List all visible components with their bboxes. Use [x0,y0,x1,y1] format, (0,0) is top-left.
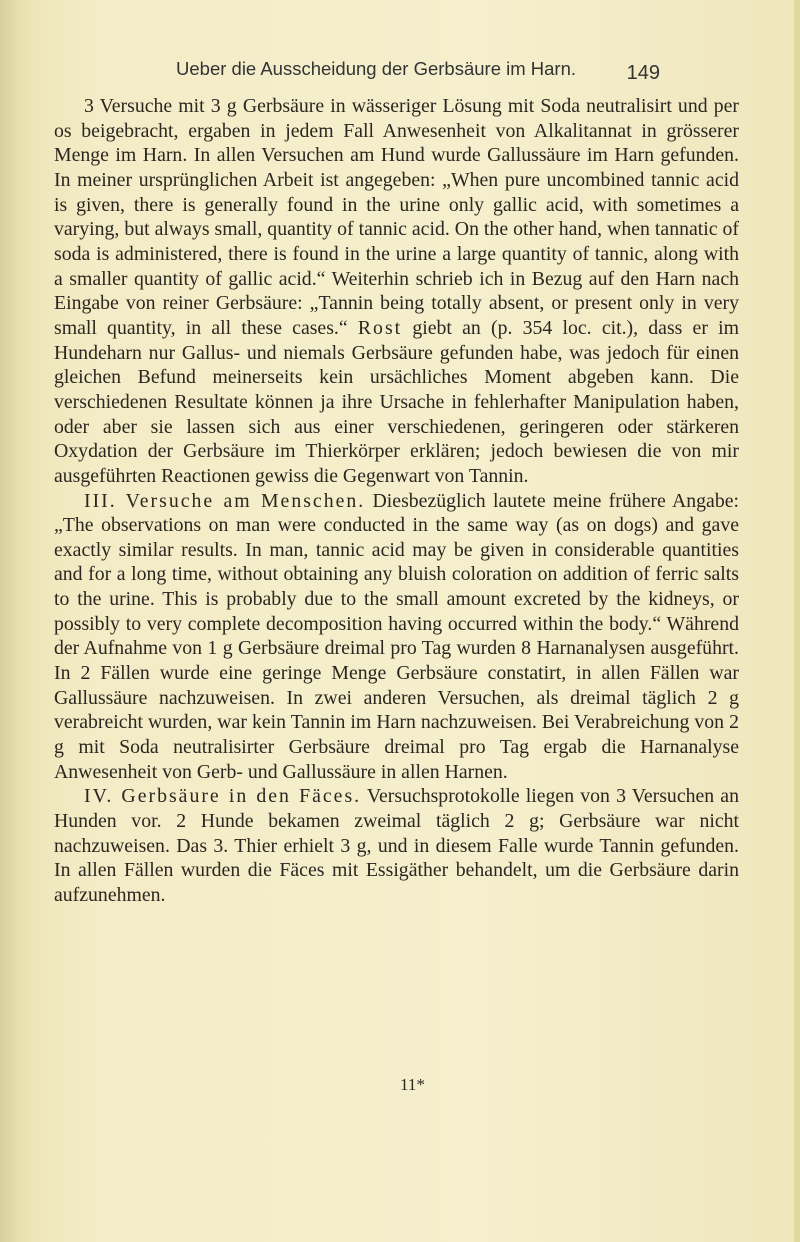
paragraph-3 [54,784,739,907]
page-edge [794,0,800,1242]
running-header [120,58,660,86]
paragraph-1 [54,94,739,489]
signature-mark: 11* [400,1075,425,1094]
section-heading-menschen: III. Versuche am Menschen. [84,489,366,512]
paragraph-2-text: Diesbezüglich lautete meine frühere Angabe: „The observations on man were conducted in the same way (as on dogs) and gave exactly similar results. In man, tannic acid may be given in considerable quantities and for a long time, without obtaining any bluish coloration on addition of ferric salts to the urine. This is probably due to the small amount excreted by the kidneys, or possibly to very complete decomposition having occurred within the body.“ Während der Aufnahme von 1 g Gerbsäure dreimal pro Tag wurden 8 Harnanalysen ausgeführt. In 2 Fällen wurde eine geringe Menge Gerbsäure constatirt, in allen Fällen war Gallussäure nachzuweisen. In zwei anderen Versuchen, als dreimal täglich 2 g verabreicht wurden, war kein Tannin im Harn nachzuweisen. Bei Verabreichung von 2 g mit Soda neutralisirter Gerbsäure dreimal pro Tag ergab die Harnanalyse Anwesenheit von Gerb- und Gallussäure in allen Harnen. [54,489,739,783]
paragraph-3-text: Versuchsprotokolle liegen von 3 Versuchen an Hunden vor. 2 Hunde bekamen zweimal täglich 2 g; Gerbsäure war nicht nachzuweisen. Das 3. Thier erhielt 3 g, und in diesem Falle wurde Tannin gefunden. In allen Fällen wurden die Fäces mit Essigäther behandelt, um die Gerbsäure darin aufzunehmen. [54,785,739,906]
paragraph-1-continued: giebt an (p. 354 loc. cit.), dass er im Hundeharn nur Gallus- und niemals Gerbsäure gefunden habe, was jedoch für einen gleichen Befund meinerseits kein ursächliches Moment abgeben kann. Die verschiedenen Resultate können ja ihre Ursache in fehlerhafter Manipulation haben, oder aber sie lassen sich aus einer verschiedenen, geringeren oder stärkeren Oxydation der Gerbsäure im Thierkörper erklären; jedoch bewiesen die von mir ausgeführten Reactionen gewiss die Gegenwart von Tannin. [54,316,740,487]
page-number: 149 [626,62,660,84]
paragraph-1-text: 3 Versuche mit 3 g Gerbsäure in wässeriger Lösung mit Soda neutralisirt und per os beigebracht, ergaben in jedem Fall Anwesenheit von Alkalitannat in grösserer Menge im Harn. In allen Versuchen am Hund wurde Gallussäure im Harn gefunden. In meiner ursprünglichen Arbeit ist angegeben: „When pure uncombined tannic acid is given, there is generally found in the urine only gallic acid, with sometimes a varying, but always small, quantity of tannic acid. On the other hand, when tannatic of soda is administered, there is found in the urine a large quantity of tannic, along with a smaller quantity of gallic acid.“ Weiterhin schrieb ich in Bezug auf den Harn nach Eingabe von reiner Gerbsäure: „Tannin being totally absent, or present only in very small quantity, in all these cases.“ [54,95,739,339]
section-heading-faeces: IV. Gerbsäure in den Fäces. [84,785,362,808]
body-text [54,94,739,908]
running-title: Ueber die Ausscheidung der Gerbsäure im Harn. [176,58,577,79]
gutter-shadow [0,0,34,1242]
author-name-rost: Rost [357,316,403,339]
paragraph-2 [54,489,739,785]
